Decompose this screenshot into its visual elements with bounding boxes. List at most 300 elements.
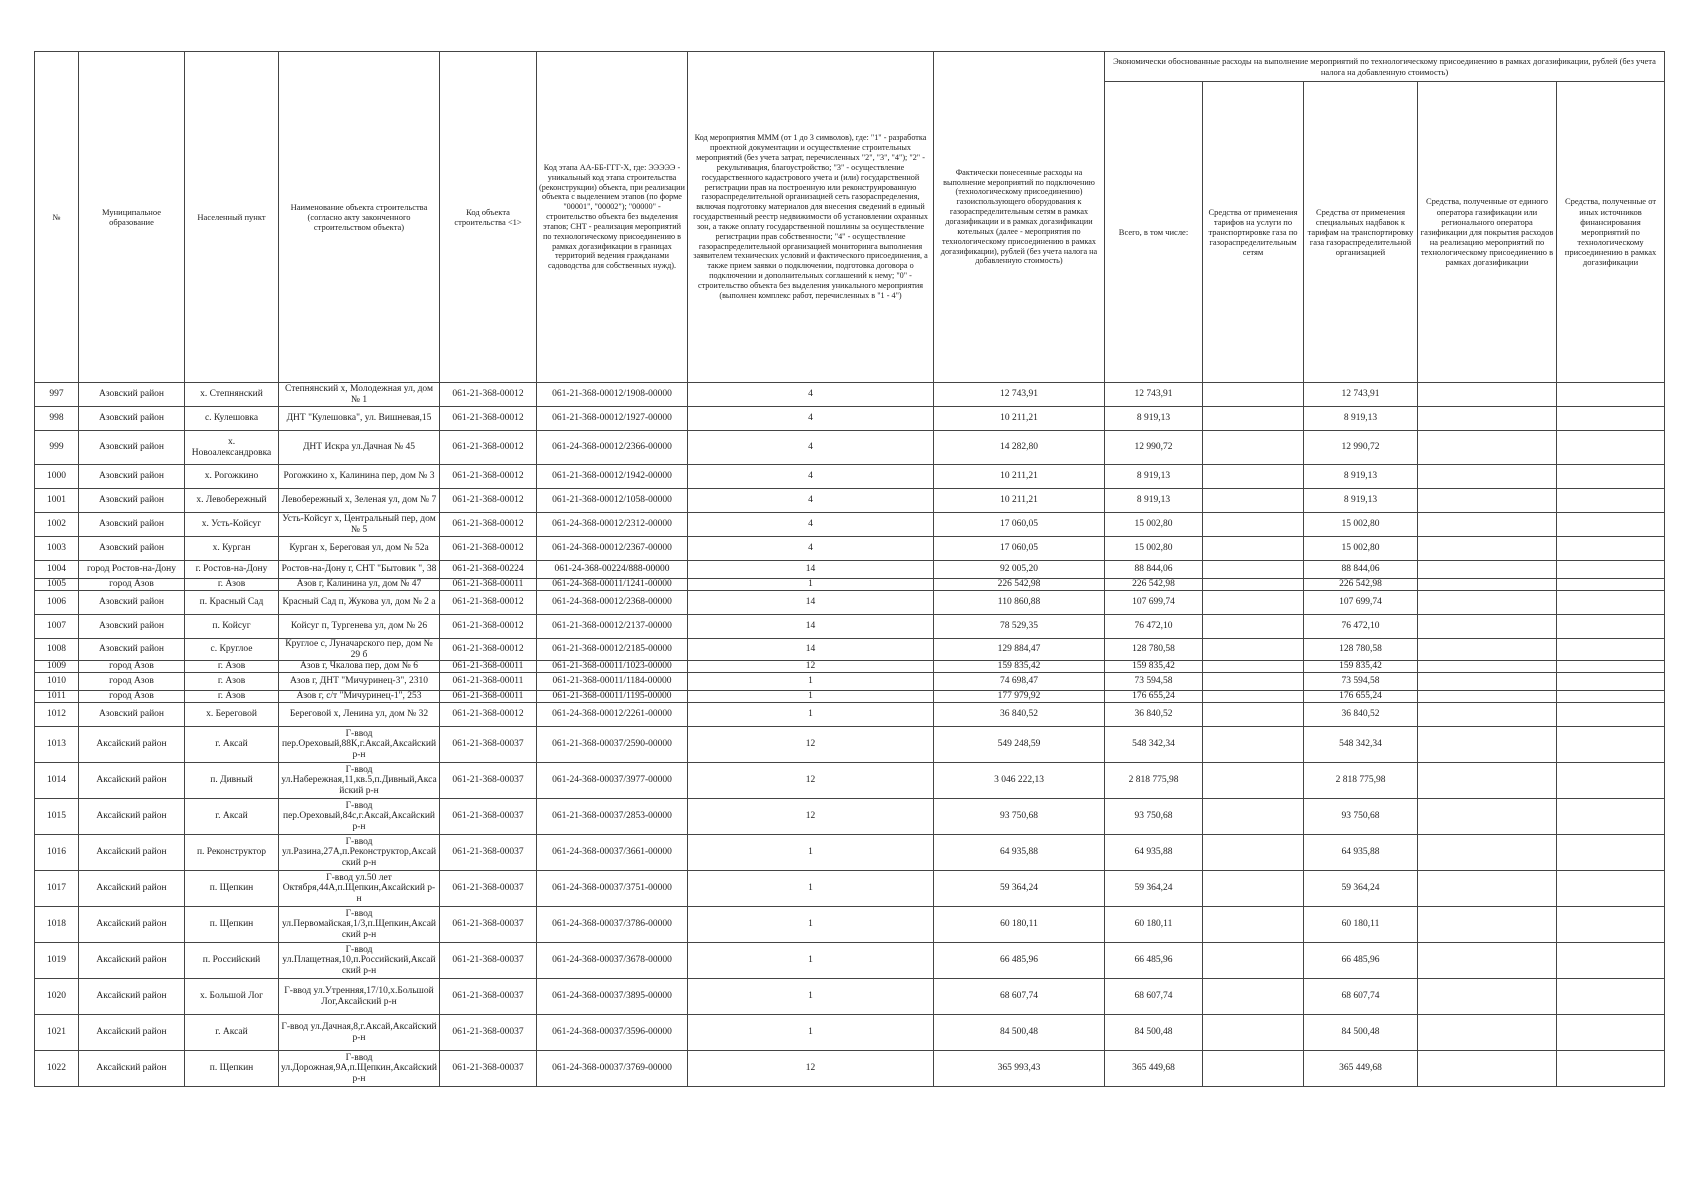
cell-actual-costs: 14 282,80 [934,431,1105,465]
cell-settlement: п. Койсуг [185,615,279,639]
cell-stage-code: 061-24-368-00012/2261-00000 [537,703,688,727]
cell-special-markup-funds: 365 449,68 [1304,1051,1418,1087]
header-num: № [35,52,79,383]
cell-other-funds [1557,691,1665,703]
cell-other-funds [1557,465,1665,489]
cell-row-number: 1007 [35,615,79,639]
table-row [35,513,1665,537]
cell-other-funds [1557,799,1665,835]
cell-tariff-funds [1203,943,1304,979]
cell-total-costs: 12 743,91 [1105,383,1203,407]
cell-stage-code: 061-21-368-00037/2590-00000 [537,727,688,763]
cell-municipality: Аксайский район [79,799,185,835]
cell-object-code: 061-21-368-00037 [440,907,537,943]
table-row [35,703,1665,727]
cell-activity-code: 14 [688,639,934,661]
cell-special-markup-funds: 68 607,74 [1304,979,1418,1015]
cell-actual-costs: 78 529,35 [934,615,1105,639]
cell-total-costs: 128 780,58 [1105,639,1203,661]
cell-operator-funds [1418,639,1557,661]
cell-special-markup-funds: 64 935,88 [1304,835,1418,871]
cell-special-markup-funds: 548 342,34 [1304,727,1418,763]
cell-object-name: Береговой х, Ленина ул, дом № 32 [279,703,440,727]
cell-special-markup-funds: 12 990,72 [1304,431,1418,465]
cell-settlement: п. Щепкин [185,871,279,907]
cell-tariff-funds [1203,835,1304,871]
cell-settlement: г. Аксай [185,727,279,763]
table-row [35,979,1665,1015]
header-actual-costs: Фактически понесенные расходы на выполнение мероприятий по подключению (технологическому присоединению) газоиспользующего оборудования к газораспределительным сетям в рамках догазификации и в рамках догазификации котельных (далее - мероприятия по технологическому присоединению в рамках догазификации), рублей (без учета налога на добавленную стоимость) [934,52,1105,383]
cell-municipality: Азовский район [79,465,185,489]
cell-object-name: Степнянский х, Молодежная ул, дом № 1 [279,383,440,407]
cell-operator-funds [1418,703,1557,727]
cell-tariff-funds [1203,661,1304,673]
cell-activity-code: 12 [688,661,934,673]
table-row [35,489,1665,513]
cell-special-markup-funds: 73 594,58 [1304,673,1418,691]
cell-actual-costs: 365 993,43 [934,1051,1105,1087]
cell-tariff-funds [1203,383,1304,407]
cell-stage-code: 061-24-368-00037/3895-00000 [537,979,688,1015]
cell-tariff-funds [1203,639,1304,661]
cell-other-funds [1557,673,1665,691]
cell-tariff-funds [1203,561,1304,579]
table-body [35,383,1665,1087]
cell-tariff-funds [1203,799,1304,835]
cell-other-funds [1557,1015,1665,1051]
cell-other-funds [1557,835,1665,871]
cell-total-costs: 59 364,24 [1105,871,1203,907]
cell-special-markup-funds: 66 485,96 [1304,943,1418,979]
cell-row-number: 1001 [35,489,79,513]
cell-stage-code: 061-24-368-00012/2368-00000 [537,591,688,615]
header-special-markups: Средства от применения специальных надбавок к тарифам на транспортировку газа газораспределительной организацией [1304,82,1418,383]
cell-settlement: г. Азов [185,661,279,673]
cell-row-number: 1009 [35,661,79,673]
dogazification-costs-table [34,51,1665,1087]
table-row [35,691,1665,703]
cell-other-funds [1557,661,1665,673]
cell-activity-code: 1 [688,835,934,871]
cell-actual-costs: 17 060,05 [934,537,1105,561]
cell-operator-funds [1418,673,1557,691]
cell-total-costs: 68 607,74 [1105,979,1203,1015]
table-row [35,1015,1665,1051]
cell-municipality: Азовский район [79,489,185,513]
cell-row-number: 999 [35,431,79,465]
cell-total-costs: 8 919,13 [1105,407,1203,431]
cell-object-name: Г-ввод пер.Ореховый,88К,г.Аксай,Аксайский р-н [279,727,440,763]
cell-settlement: г. Азов [185,691,279,703]
cell-activity-code: 14 [688,591,934,615]
cell-object-name: Койсуг п, Тургенева ул, дом № 26 [279,615,440,639]
cell-tariff-funds [1203,591,1304,615]
cell-object-name: Г-ввод ул.Первомайская,1/3,п.Щепкин,Аксайский р-н [279,907,440,943]
cell-activity-code: 1 [688,979,934,1015]
header-total: Всего, в том числе: [1105,82,1203,383]
cell-total-costs: 12 990,72 [1105,431,1203,465]
cell-settlement: х. Курган [185,537,279,561]
cell-settlement: п. Щепкин [185,1051,279,1087]
cell-actual-costs: 177 979,92 [934,691,1105,703]
cell-operator-funds [1418,561,1557,579]
cell-object-code: 061-21-368-00012 [440,639,537,661]
cell-special-markup-funds: 8 919,13 [1304,407,1418,431]
cell-actual-costs: 10 211,21 [934,465,1105,489]
cell-special-markup-funds: 226 542,98 [1304,579,1418,591]
cell-actual-costs: 64 935,88 [934,835,1105,871]
cell-stage-code: 061-24-368-00037/3678-00000 [537,943,688,979]
table-row [35,661,1665,673]
cell-special-markup-funds: 36 840,52 [1304,703,1418,727]
cell-actual-costs: 36 840,52 [934,703,1105,727]
table-row [35,591,1665,615]
cell-total-costs: 8 919,13 [1105,465,1203,489]
cell-actual-costs: 10 211,21 [934,407,1105,431]
cell-tariff-funds [1203,907,1304,943]
cell-object-name: Азов г, ДНТ "Мичуринец-3", 2310 [279,673,440,691]
cell-municipality: Азовский район [79,615,185,639]
cell-object-name: Г-ввод пер.Ореховый,84с,г.Аксай,Аксайский р-н [279,799,440,835]
header-tariff-transport: Средства от применения тарифов на услуги по транспортировке газа по газораспределительным сетям [1203,82,1304,383]
cell-total-costs: 548 342,34 [1105,727,1203,763]
cell-row-number: 1014 [35,763,79,799]
cell-municipality: Аксайский район [79,907,185,943]
cell-object-name: Г-ввод ул.Утренняя,17/10,х.Большой Лог,Аксайский р-н [279,979,440,1015]
cell-stage-code: 061-21-368-00011/1023-00000 [537,661,688,673]
cell-other-funds [1557,907,1665,943]
cell-settlement: п. Красный Сад [185,591,279,615]
cell-object-name: Левобережный х, Зеленая ул, дом № 7 [279,489,440,513]
cell-object-code: 061-21-368-00012 [440,591,537,615]
cell-stage-code: 061-21-368-00012/2137-00000 [537,615,688,639]
cell-tariff-funds [1203,979,1304,1015]
cell-operator-funds [1418,1015,1557,1051]
table-row [35,727,1665,763]
cell-actual-costs: 10 211,21 [934,489,1105,513]
cell-stage-code: 061-21-368-00011/1184-00000 [537,673,688,691]
cell-object-name: Г-ввод ул.50 лет Октября,44А,п.Щепкин,Аксайский р-н [279,871,440,907]
cell-settlement: с. Кулешовка [185,407,279,431]
cell-actual-costs: 84 500,48 [934,1015,1105,1051]
table-row [35,799,1665,835]
cell-object-code: 061-21-368-00037 [440,835,537,871]
cell-row-number: 1012 [35,703,79,727]
cell-object-code: 061-21-368-00012 [440,489,537,513]
cell-other-funds [1557,979,1665,1015]
cell-object-name: Рогожкино х, Калинина пер, дом № 3 [279,465,440,489]
table-row [35,407,1665,431]
cell-object-name: Усть-Койсуг х, Центральный пер, дом № 5 [279,513,440,537]
cell-operator-funds [1418,943,1557,979]
cell-activity-code: 1 [688,579,934,591]
cell-object-code: 061-21-368-00037 [440,799,537,835]
cell-activity-code: 4 [688,489,934,513]
cell-other-funds [1557,537,1665,561]
cell-total-costs: 15 002,80 [1105,513,1203,537]
cell-actual-costs: 74 698,47 [934,673,1105,691]
cell-other-funds [1557,1051,1665,1087]
table-row [35,943,1665,979]
cell-special-markup-funds: 8 919,13 [1304,465,1418,489]
cell-row-number: 998 [35,407,79,431]
table-row [35,639,1665,661]
cell-object-code: 061-21-368-00011 [440,691,537,703]
cell-activity-code: 14 [688,561,934,579]
cell-stage-code: 061-24-368-00012/2312-00000 [537,513,688,537]
cell-object-code: 061-21-368-00037 [440,943,537,979]
cell-actual-costs: 129 884,47 [934,639,1105,661]
cell-special-markup-funds: 15 002,80 [1304,513,1418,537]
cell-object-name: Азов г, Калинина ул, дом № 47 [279,579,440,591]
cell-activity-code: 1 [688,907,934,943]
cell-stage-code: 061-24-368-00037/3596-00000 [537,1015,688,1051]
cell-municipality: Азовский район [79,591,185,615]
cell-municipality: Азовский район [79,407,185,431]
cell-other-funds [1557,639,1665,661]
cell-other-funds [1557,703,1665,727]
cell-actual-costs: 3 046 222,13 [934,763,1105,799]
cell-operator-funds [1418,799,1557,835]
cell-settlement: п. Дивный [185,763,279,799]
table-row [35,907,1665,943]
header-settlement: Населенный пункт [185,52,279,383]
cell-row-number: 1005 [35,579,79,591]
cell-municipality: город Ростов-на-Дону [79,561,185,579]
cell-activity-code: 1 [688,1015,934,1051]
table-row [35,871,1665,907]
cell-total-costs: 73 594,58 [1105,673,1203,691]
cell-activity-code: 12 [688,763,934,799]
cell-object-name: Г-ввод ул.Дачная,8,г.Аксай,Аксайский р-н [279,1015,440,1051]
cell-object-name: Ростов-на-Дону г, СНТ "Бытовик ", 38 [279,561,440,579]
cell-municipality: Азовский район [79,431,185,465]
cell-total-costs: 66 485,96 [1105,943,1203,979]
table-row [35,537,1665,561]
cell-operator-funds [1418,979,1557,1015]
cell-municipality: город Азов [79,673,185,691]
cell-settlement: п. Щепкин [185,907,279,943]
table-row [35,835,1665,871]
cell-row-number: 1002 [35,513,79,537]
cell-row-number: 1013 [35,727,79,763]
header-activity-code: Код мероприятия МММ (от 1 до 3 символов), где: "1" - разработка проектной документации и осуществление строительных мероприятий (без учета затрат, перечисленных "2", "3", "4"); "2" - рекультивация, благоустройство; "3" - осуществление государственного кадастрового учета и (или) государственной регистрации прав на построенную или реконструированную газораспределительной организацией сеть газораспределения, включая подготовку материалов для внесения сведений в единый государственный реестр недвижимости об установлении охранных зон, а также оплату государственной пошлины за осуществление регистрации прав собственности; "4" - осуществление газораспределительной организацией мониторинга выполнения заявителем технических условий и фактического присоединения, а также прием заявки о подключении, подготовка договора о подключении и дополнительных соглашений к нему; "0" - строительство объекта без выделения уникального мероприятия (выполнен комплекс работ, перечисленных в "1 - 4") [688,52,934,383]
cell-object-code: 061-21-368-00011 [440,579,537,591]
cell-tariff-funds [1203,1015,1304,1051]
cell-actual-costs: 110 860,88 [934,591,1105,615]
cell-actual-costs: 17 060,05 [934,513,1105,537]
cell-municipality: Аксайский район [79,1015,185,1051]
cell-object-name: ДНТ "Кулешовка", ул. Вишневая,15 [279,407,440,431]
cell-operator-funds [1418,835,1557,871]
cell-other-funds [1557,383,1665,407]
cell-operator-funds [1418,513,1557,537]
table-row [35,579,1665,591]
header-single-operator: Средства, полученные от единого оператора газификации или регионального оператора газификации для покрытия расходов на реализацию мероприятий по технологическому присоединению в рамках догазификации [1418,82,1557,383]
cell-special-markup-funds: 176 655,24 [1304,691,1418,703]
cell-municipality: Аксайский район [79,1051,185,1087]
cell-activity-code: 12 [688,799,934,835]
cell-activity-code: 1 [688,691,934,703]
cell-object-code: 061-21-368-00037 [440,727,537,763]
cell-operator-funds [1418,907,1557,943]
cell-stage-code: 061-21-368-00012/1058-00000 [537,489,688,513]
header-other-sources: Средства, полученные от иных источников финансирования мероприятий по технологическому присоединению в рамках догазификации [1557,82,1665,383]
cell-settlement: х. Большой Лог [185,979,279,1015]
cell-row-number: 1016 [35,835,79,871]
cell-municipality: Аксайский район [79,979,185,1015]
report-sheet [34,51,1664,1087]
cell-municipality: город Азов [79,691,185,703]
cell-settlement: х. Рогожкино [185,465,279,489]
cell-object-name: Азов г, с/т "Мичуринец-1", 253 [279,691,440,703]
table-row [35,383,1665,407]
cell-object-code: 061-21-368-00012 [440,513,537,537]
cell-object-code: 061-21-368-00037 [440,1051,537,1087]
cell-operator-funds [1418,465,1557,489]
cell-stage-code: 061-21-368-00037/2853-00000 [537,799,688,835]
cell-municipality: город Азов [79,661,185,673]
cell-row-number: 1010 [35,673,79,691]
cell-tariff-funds [1203,465,1304,489]
table-row [35,673,1665,691]
cell-special-markup-funds: 88 844,06 [1304,561,1418,579]
cell-municipality: Азовский район [79,537,185,561]
cell-other-funds [1557,615,1665,639]
cell-other-funds [1557,871,1665,907]
cell-tariff-funds [1203,513,1304,537]
cell-total-costs: 159 835,42 [1105,661,1203,673]
table-row [35,615,1665,639]
cell-municipality: Аксайский район [79,763,185,799]
cell-actual-costs: 66 485,96 [934,943,1105,979]
cell-object-code: 061-21-368-00012 [440,615,537,639]
cell-actual-costs: 549 248,59 [934,727,1105,763]
cell-tariff-funds [1203,1051,1304,1087]
cell-settlement: г. Азов [185,673,279,691]
cell-stage-code: 061-24-368-00012/2366-00000 [537,431,688,465]
cell-total-costs: 88 844,06 [1105,561,1203,579]
cell-special-markup-funds: 60 180,11 [1304,907,1418,943]
cell-tariff-funds [1203,431,1304,465]
cell-object-code: 061-21-368-00012 [440,383,537,407]
cell-tariff-funds [1203,489,1304,513]
cell-object-name: Г-ввод ул.Дорожная,9А,п.Щепкин,Аксайский р-н [279,1051,440,1087]
cell-actual-costs: 12 743,91 [934,383,1105,407]
cell-activity-code: 4 [688,407,934,431]
cell-settlement: г. Ростов-на-Дону [185,561,279,579]
cell-municipality: Азовский район [79,639,185,661]
cell-other-funds [1557,431,1665,465]
cell-settlement: г. Аксай [185,1015,279,1051]
cell-special-markup-funds: 59 364,24 [1304,871,1418,907]
cell-municipality: город Азов [79,579,185,591]
cell-other-funds [1557,489,1665,513]
cell-stage-code: 061-21-368-00012/1908-00000 [537,383,688,407]
cell-row-number: 1003 [35,537,79,561]
cell-actual-costs: 159 835,42 [934,661,1105,673]
cell-row-number: 1004 [35,561,79,579]
cell-stage-code: 061-21-368-00012/1927-00000 [537,407,688,431]
cell-tariff-funds [1203,615,1304,639]
cell-row-number: 1019 [35,943,79,979]
cell-activity-code: 4 [688,537,934,561]
cell-row-number: 1022 [35,1051,79,1087]
cell-object-code: 061-21-368-00037 [440,871,537,907]
cell-stage-code: 061-24-368-00224/888-00000 [537,561,688,579]
cell-operator-funds [1418,591,1557,615]
cell-settlement: х. Новоалександровка [185,431,279,465]
cell-settlement: г. Аксай [185,799,279,835]
cell-activity-code: 4 [688,383,934,407]
cell-operator-funds [1418,489,1557,513]
cell-settlement: г. Азов [185,579,279,591]
header-object-name: Наименование объекта строительства (согласно акту законченного строительством объекта) [279,52,440,383]
cell-other-funds [1557,591,1665,615]
cell-tariff-funds [1203,579,1304,591]
cell-operator-funds [1418,407,1557,431]
cell-total-costs: 365 449,68 [1105,1051,1203,1087]
cell-object-code: 061-21-368-00037 [440,763,537,799]
cell-total-costs: 15 002,80 [1105,537,1203,561]
cell-stage-code: 061-24-368-00037/3786-00000 [537,907,688,943]
cell-activity-code: 4 [688,513,934,537]
cell-tariff-funds [1203,407,1304,431]
cell-other-funds [1557,579,1665,591]
cell-actual-costs: 60 180,11 [934,907,1105,943]
cell-object-name: Г-ввод ул.Разина,27А,п.Реконструктор,Аксайский р-н [279,835,440,871]
cell-object-code: 061-21-368-00012 [440,703,537,727]
cell-total-costs: 93 750,68 [1105,799,1203,835]
cell-object-code: 061-21-368-00012 [440,407,537,431]
cell-object-code: 061-21-368-00012 [440,431,537,465]
cell-stage-code: 061-24-368-00012/2367-00000 [537,537,688,561]
cell-operator-funds [1418,579,1557,591]
cell-municipality: Аксайский район [79,727,185,763]
cell-municipality: Азовский район [79,703,185,727]
cell-operator-funds [1418,691,1557,703]
cell-operator-funds [1418,871,1557,907]
cell-operator-funds [1418,431,1557,465]
cell-operator-funds [1418,727,1557,763]
cell-settlement: п. Реконструктор [185,835,279,871]
cell-object-code: 061-21-368-00224 [440,561,537,579]
cell-stage-code: 061-21-368-00011/1195-00000 [537,691,688,703]
cell-other-funds [1557,513,1665,537]
cell-activity-code: 1 [688,943,934,979]
cell-object-name: Г-ввод ул.Плащетная,10,п.Российский,Аксайский р-н [279,943,440,979]
cell-total-costs: 36 840,52 [1105,703,1203,727]
cell-settlement: х. Степнянский [185,383,279,407]
cell-operator-funds [1418,1051,1557,1087]
cell-special-markup-funds: 107 699,74 [1304,591,1418,615]
cell-tariff-funds [1203,691,1304,703]
cell-row-number: 1015 [35,799,79,835]
cell-activity-code: 1 [688,871,934,907]
cell-actual-costs: 59 364,24 [934,871,1105,907]
cell-tariff-funds [1203,537,1304,561]
cell-operator-funds [1418,763,1557,799]
cell-stage-code: 061-24-368-00037/3977-00000 [537,763,688,799]
cell-total-costs: 176 655,24 [1105,691,1203,703]
cell-activity-code: 1 [688,673,934,691]
cell-special-markup-funds: 159 835,42 [1304,661,1418,673]
cell-settlement: х. Береговой [185,703,279,727]
cell-settlement: с. Круглое [185,639,279,661]
cell-stage-code: 061-21-368-00012/2185-00000 [537,639,688,661]
cell-object-name: Круглое с, Луначарского пер, дом № 29 б [279,639,440,661]
header-stage-code: Код этапа АА-ББ-ГГГ-Х, где: ЭЭЭЭЭ - уникальный код этапа строительства (реконструкции) объекта, при реализации объекта с выделением этапов (по форме "00001", "00002"); "00000" - строительство объекта без выделения этапов; СНТ - реализация мероприятий по технологическому присоединению в рамках догазификации в границах территорий ведения гражданами садоводства для собственных нужд). [537,52,688,383]
